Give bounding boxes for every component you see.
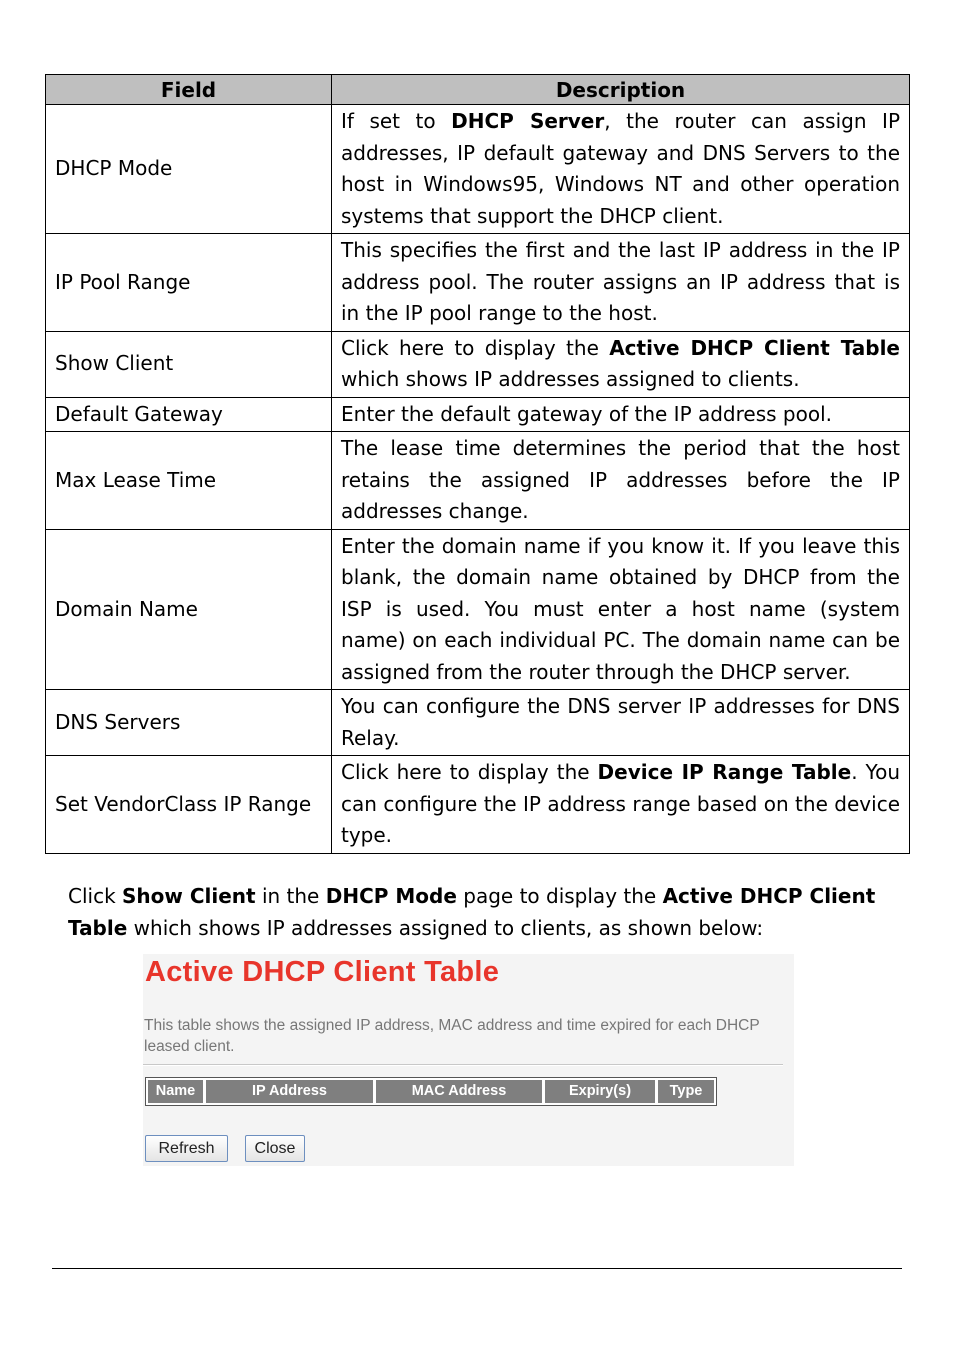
header-field: Field: [46, 75, 332, 105]
description-text: Enter the domain name if you know it. If you leave this blank, the domain name obtained by DHCP from the ISP is used. You must enter a host name (system name) on each individual PC. The domain name can be assigned from the router through the DHCP server.: [341, 533, 900, 684]
field-description: [332, 105, 910, 234]
intro-text: Click: [68, 884, 123, 908]
column-header-name: Name: [148, 1080, 203, 1103]
field-name: DNS Servers: [46, 690, 332, 756]
field-description: [332, 234, 910, 332]
field-name: Domain Name: [46, 529, 332, 690]
intro-text: page to display the: [456, 884, 663, 908]
field-description: [332, 529, 910, 690]
table-row: [46, 105, 910, 234]
table-row: [46, 432, 910, 530]
field-description: [332, 756, 910, 854]
bold-term: Show Client: [122, 884, 256, 908]
field-description: [332, 690, 910, 756]
description-text: Enter the default gateway of the IP address pool.: [341, 401, 832, 426]
description-text: , the router can assign IP addresses, IP default gateway and DNS Servers to the host in Windows95, Windows NT and other operation systems that support the DHCP client.: [341, 109, 900, 228]
description-text: . You can configure the IP address range based on the device type.: [341, 760, 901, 847]
description-text: This specifies the first and the last IP address in the IP address pool. The router assigns an IP address that is in the IP pool range to the host.: [341, 238, 900, 325]
screenshot-title: Active DHCP Client Table: [145, 956, 500, 988]
bold-term: DHCP Mode: [325, 884, 457, 908]
refresh-button[interactable]: Refresh: [145, 1135, 228, 1162]
field-description: [332, 397, 910, 432]
column-header-ip-address: IP Address: [206, 1080, 373, 1103]
intro-text: which shows IP addresses assigned to clients, as shown below:: [127, 916, 764, 940]
client-table: [145, 1077, 717, 1106]
column-header-mac-address: MAC Address: [376, 1080, 542, 1103]
column-header-expiry: Expiry(s): [545, 1080, 655, 1103]
table-row: [46, 690, 910, 756]
description-text: If set to: [341, 109, 452, 133]
description-text: Click here to display the: [341, 335, 610, 360]
description-text: Click here to display the: [341, 760, 598, 784]
field-name: Max Lease Time: [46, 432, 332, 530]
field-name: DHCP Mode: [46, 105, 332, 234]
active-dhcp-client-table-screenshot: [143, 954, 794, 1166]
description-text: You can configure the DNS server IP addresses for DNS Relay.: [341, 694, 900, 750]
bold-term: DHCP Server: [451, 109, 605, 133]
bold-term: Active DHCP Client Table: [609, 335, 900, 360]
description-text: The lease time determines the period that the host retains the assigned IP addresses before the IP addresses change.: [341, 436, 900, 523]
bold-term: Active DHCP Client Table: [68, 884, 876, 940]
bold-term: Device IP Range Table: [597, 760, 852, 784]
table-row: [46, 234, 910, 332]
screenshot-description: This table shows the assigned IP address, MAC address and time expired for each DHCP leased client.: [144, 1017, 760, 1055]
table-row: [46, 529, 910, 690]
divider: [143, 1064, 783, 1066]
field-description-table: [45, 74, 910, 854]
field-description: [332, 432, 910, 530]
column-header-type: Type: [658, 1080, 714, 1103]
intro-text: in the: [255, 884, 326, 908]
table-row: [46, 331, 910, 397]
table-header-row: [46, 75, 910, 105]
table-row: [46, 397, 910, 432]
header-description: Description: [332, 75, 910, 105]
field-description: [332, 331, 910, 397]
footer-rule: [52, 1268, 902, 1269]
field-name: Set VendorClass IP Range: [46, 756, 332, 854]
field-name: IP Pool Range: [46, 234, 332, 332]
close-button[interactable]: Close: [245, 1135, 305, 1162]
field-name: Show Client: [46, 331, 332, 397]
field-name: Default Gateway: [46, 397, 332, 432]
intro-paragraph: [68, 880, 886, 944]
description-text: which shows IP addresses assigned to clients.: [341, 367, 800, 391]
table-row: [46, 756, 910, 854]
